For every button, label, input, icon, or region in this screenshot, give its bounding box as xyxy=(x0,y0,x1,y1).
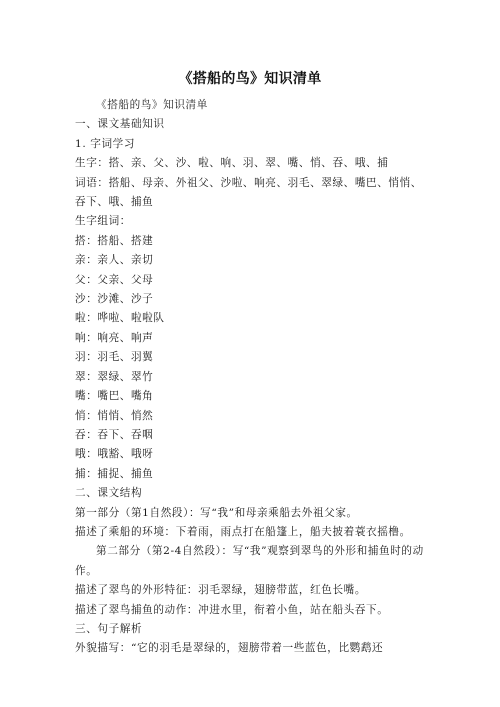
body-line: 吞：吞下、吞咽 xyxy=(75,428,154,441)
body-line: 啦：哗啦、啦啦队 xyxy=(75,312,165,325)
body-line: 嘴：嘴巴、嘴角 xyxy=(75,390,154,403)
document-title: 《搭船的鸟》知识清单 xyxy=(178,71,322,87)
body-line: 父：父亲、父母 xyxy=(75,273,154,286)
body-line: 生字组词： xyxy=(75,215,131,228)
body-line: 生字：搭、亲、父、沙、啦、响、羽、翠、嘴、悄、吞、哦、捕 xyxy=(75,157,389,170)
body-line: 描述了乘船的环境：下着雨，雨点打在船篷上，船夫披着蓑衣摇橹。 xyxy=(75,525,411,538)
body-line: 沙：沙滩、沙子 xyxy=(75,293,154,306)
body-line: 描述了翠鸟捕鱼的动作：冲进水里，衔着小鱼，站在船头吞下。 xyxy=(75,603,389,616)
body-line: 二、课文结构 xyxy=(75,487,143,500)
body-line: 三、句子解析 xyxy=(75,622,143,635)
body-line: 1. 字词学习 xyxy=(75,137,136,150)
body-line: 响：响亮、响声 xyxy=(75,331,154,344)
body-line: 一、课文基础知识 xyxy=(75,118,165,131)
body-line: 羽：羽毛、羽翼 xyxy=(75,351,154,364)
body-line: 悄：悄悄、悄然 xyxy=(75,409,154,422)
body-line: 第二部分（第2-4自然段）：写“我”观察到翠鸟的外形和捕鱼时的动作。 xyxy=(75,545,424,577)
body-line: 亲：亲人、亲切 xyxy=(75,254,154,267)
body-line: 描述了翠鸟的外形特征：羽毛翠绿，翅膀带蓝，红色长嘴。 xyxy=(75,584,367,597)
body-line: 翠：翠绿、翠竹 xyxy=(75,370,154,383)
body-line: 外貌描写：“它的羽毛是翠绿的，翅膀带着一些蓝色，比鹦鹉还 xyxy=(75,642,384,655)
body-line: 捕：捕捉、捕鱼 xyxy=(75,467,154,480)
body-line: 哦：哦豁、哦呀 xyxy=(75,448,154,461)
body-line: 《搭船的鸟》知识清单 xyxy=(96,99,208,111)
body-line: 词语：搭船、母亲、外祖父、沙啦、响亮、羽毛、翠绿、嘴巴、悄悄、吞下、哦、捕鱼 xyxy=(75,176,423,209)
document-body xyxy=(75,96,427,659)
body-line: 第一部分（第1自然段）：写“我”和母亲乘船去外祖父家。 xyxy=(75,506,358,519)
body-line: 搭：搭船、搭建 xyxy=(75,234,154,247)
